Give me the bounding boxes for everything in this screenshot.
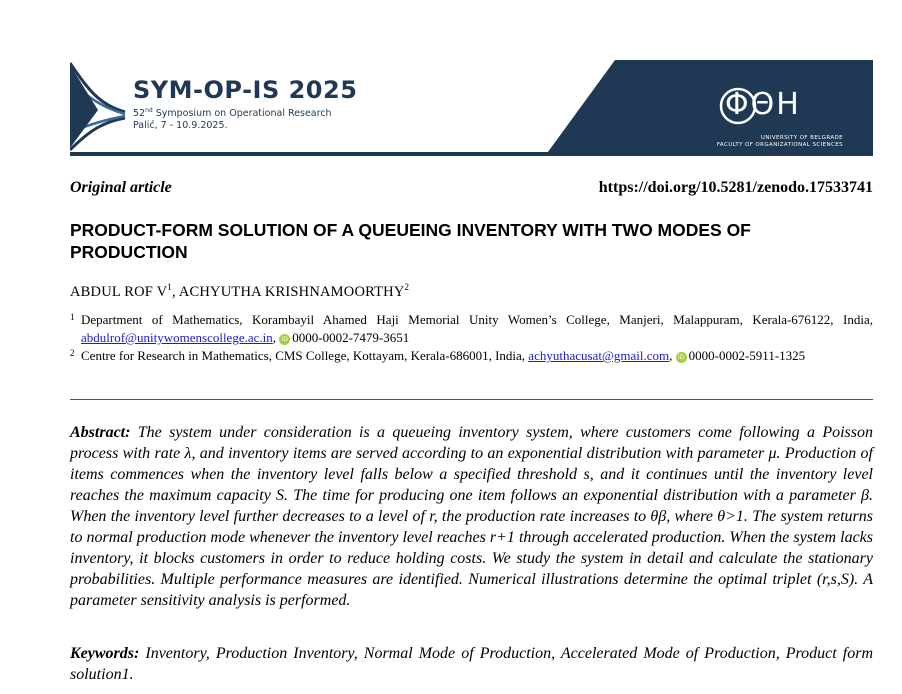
author-list (70, 282, 409, 301)
affiliation-separator: , (669, 348, 676, 363)
section-divider (70, 399, 873, 400)
affiliation-text: Centre for Research in Mathematics, CMS College, Kottayam, Kerala-686001, India, (81, 348, 529, 363)
author-separator: , (171, 283, 179, 300)
conference-title: SYM-OP-IS 2025 (133, 76, 358, 104)
author-affiliation-marker: 2 (404, 282, 410, 292)
faculty-logo-text: ΦΘH (725, 87, 801, 122)
affiliation-1 (70, 311, 873, 347)
conference-subtitle-text: Symposium on Operational Research (152, 108, 332, 120)
conference-subtitle (133, 107, 332, 119)
affiliation-text: Department of Mathematics, Korambayil Ahamed Haji Memorial Unity Women’s College, Manjeri, Malappuram, Kerala-676122, India, (81, 312, 873, 327)
affiliation-number: 2 (70, 348, 75, 358)
paper-title: PRODUCT-FORM SOLUTION OF A QUEUEING INVENTORY WITH TWO MODES OF PRODUCTION (70, 220, 751, 262)
article-type: Original article (70, 179, 172, 196)
orcid-icon[interactable]: iD (676, 352, 687, 363)
conference-number: 52 (133, 108, 146, 120)
abstract-text: The system under consideration is a queueing inventory system, where customers come following a Poisson process with rate λ, and inventory items are served according to an exponential distribution with parameter μ. Production of items commences when the inventory level falls below a specified threshold s, and it continues until the inventory level reaches the maximum capacity S. The time for producing one item follows an exponential distribution with a parameter β. When the inventory level further decreases to a level of r, the production rate increases to θβ, where θ>1. The system returns to normal production mode whenever the inventory level reaches r+1 through accelerated production. When the system lacks inventory, it blocks customers in order to reduce holding costs. We study the system in detail and calculate the stationary probabilities. Multiple performance measures are identified. Numerical illustrations determine the optimal triplet (r,s,S). A parameter sensitivity analysis is performed. (70, 424, 873, 609)
affiliation-number: 1 (70, 312, 75, 322)
keywords-label: Keywords: (70, 645, 140, 662)
conference-number-suffix: nd (145, 107, 153, 114)
author-name: ACHYUTHA KRISHNAMOORTHY (178, 283, 405, 300)
email-link[interactable]: achyuthacusat@gmail.com (528, 348, 670, 363)
author-name: ABDUL ROF V (70, 283, 168, 300)
author-affiliation-marker: 1 (167, 282, 172, 292)
email-link[interactable]: abdulrof@unitywomenscollege.ac.in (81, 330, 273, 345)
orcid-icon[interactable]: iD (279, 334, 290, 345)
orcid-number: 0000-0002-5911-1325 (688, 348, 806, 363)
keywords-paragraph (70, 643, 873, 685)
doi-link[interactable]: https://doi.org/10.5281/zenodo.17533741 (598, 179, 873, 196)
abstract-paragraph (70, 422, 873, 611)
abstract-label: Abstract: (70, 424, 131, 441)
conference-banner (70, 60, 873, 156)
conference-place: Palić, 7 - 10.9.2025. (133, 120, 228, 131)
university-line-1: UNIVERSITY OF BELGRADE (760, 135, 843, 141)
keywords-text: Inventory, Production Inventory, Normal Mode of Production, Accelerated Mode of Production, Product form solution1. (70, 645, 873, 683)
affiliation-separator: , (272, 330, 280, 345)
university-line-2: FACULTY OF ORGANIZATIONAL SCIENCES (716, 142, 843, 148)
affiliation-2 (70, 347, 873, 365)
orcid-number: 0000-0002-7479-3651 (292, 330, 410, 345)
